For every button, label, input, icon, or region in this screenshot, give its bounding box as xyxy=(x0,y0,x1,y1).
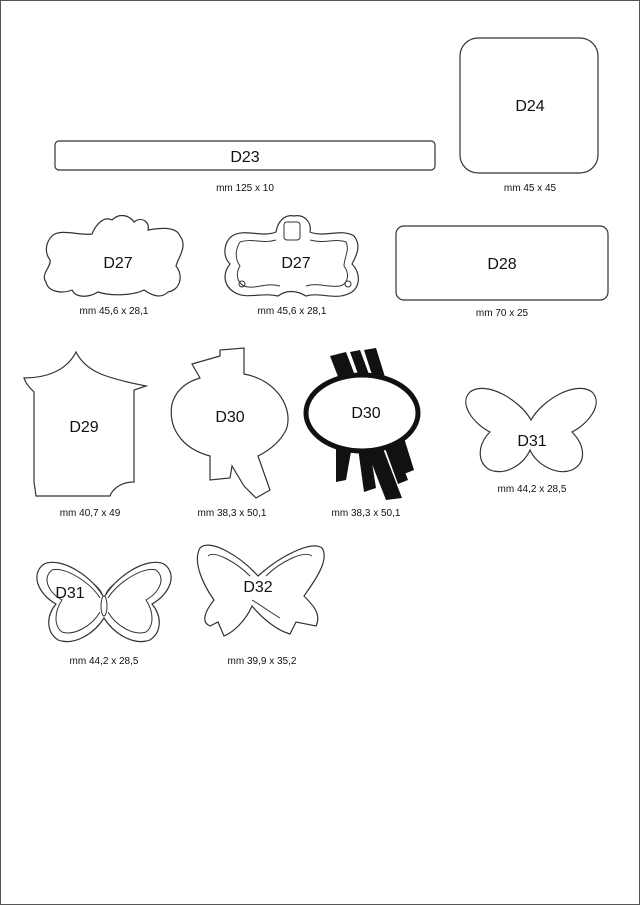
item-d32 xyxy=(197,545,324,667)
d31-butterfly-body xyxy=(101,596,107,616)
item-size: mm 38,3 x 50,1 xyxy=(197,508,267,519)
item-size: mm 44,2 x 28,5 xyxy=(69,656,139,667)
item-code: D31 xyxy=(55,585,85,602)
item-d27-plain xyxy=(44,216,183,317)
d31-butterfly-outline xyxy=(466,388,596,471)
item-code: D30 xyxy=(215,409,245,426)
item-d31-plain xyxy=(466,388,596,495)
item-code: D28 xyxy=(487,256,517,273)
item-code: D32 xyxy=(243,579,273,596)
item-d29 xyxy=(24,352,146,519)
item-d31-detailed xyxy=(37,562,171,667)
item-size: mm 45,6 x 28,1 xyxy=(79,306,149,317)
item-code: D29 xyxy=(69,419,99,436)
item-size: mm 70 x 25 xyxy=(475,308,529,319)
item-size: mm 45,6 x 28,1 xyxy=(257,306,327,317)
item-size: mm 45 x 45 xyxy=(503,183,557,194)
item-code: D24 xyxy=(515,98,545,115)
item-d30-filled xyxy=(306,348,418,519)
item-size: mm 125 x 10 xyxy=(216,183,274,194)
item-size: mm 38,3 x 50,1 xyxy=(331,508,401,519)
item-code: D27 xyxy=(103,255,133,272)
item-d23 xyxy=(55,141,435,194)
item-code: D31 xyxy=(517,433,547,450)
item-code: D23 xyxy=(230,149,260,166)
item-d27-ornate xyxy=(225,216,358,317)
item-code: D27 xyxy=(281,255,311,272)
item-d24 xyxy=(460,38,598,194)
item-code: D30 xyxy=(351,405,381,422)
item-size: mm 44,2 x 28,5 xyxy=(497,484,567,495)
item-d28 xyxy=(396,226,608,319)
item-d30-outline xyxy=(171,348,288,519)
item-size: mm 40,7 x 49 xyxy=(59,508,121,519)
item-size: mm 39,9 x 35,2 xyxy=(227,656,297,667)
